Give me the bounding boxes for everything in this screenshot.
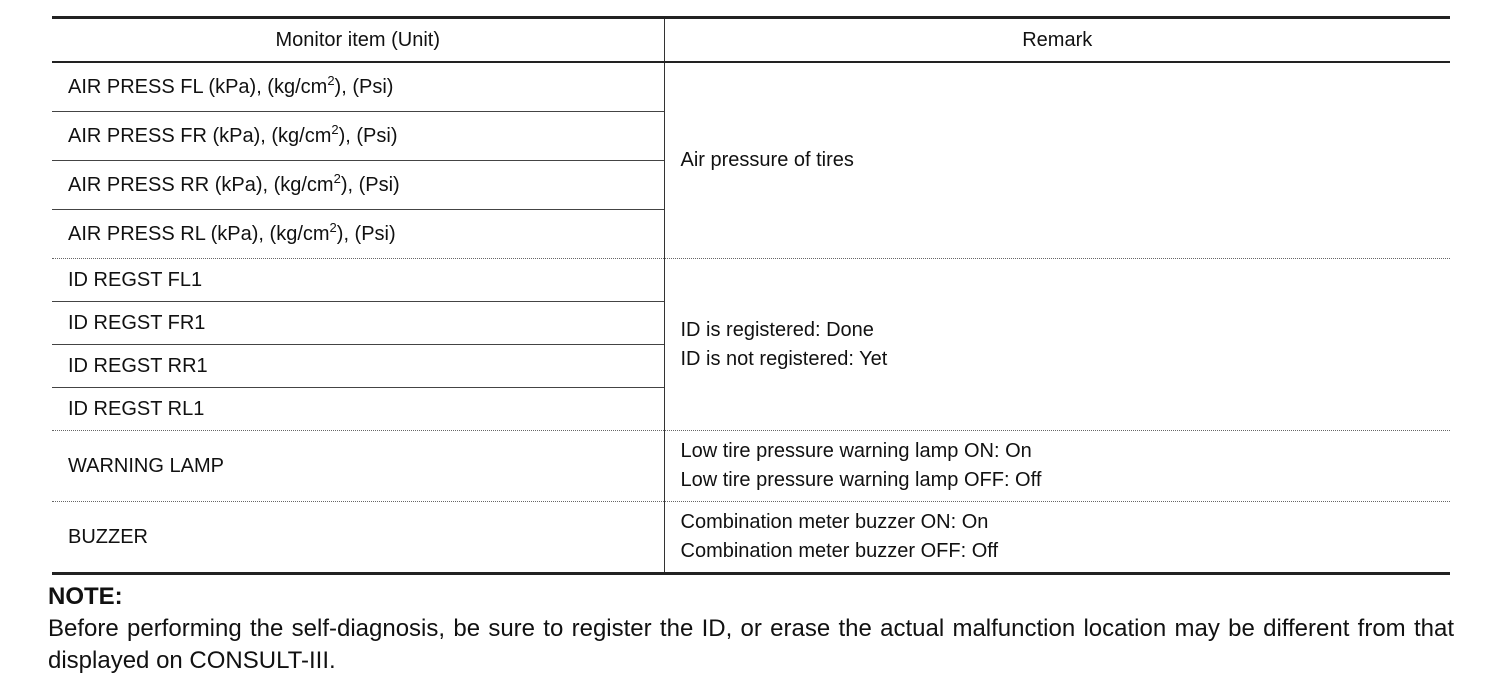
remark-warning-lamp (664, 431, 1450, 502)
header-monitor-item: Monitor item (Unit) (52, 18, 664, 63)
table-header-row (52, 18, 1450, 63)
remark-line: Low tire pressure warning lamp OFF: Off (680, 469, 1042, 491)
note-body: Before performing the self-diagnosis, be sure to register the ID, or erase the actual malfunction location may be different from that displayed on CONSULT-III. (48, 615, 1454, 674)
monitor-item-id-regst-fl1: ID REGST FL1 (52, 259, 664, 302)
monitor-item-buzzer: BUZZER (52, 502, 664, 574)
remark-buzzer (664, 502, 1450, 574)
monitor-item-air-press-fl: AIR PRESS FL (kPa), $(kg/cm^2)$, (Psi) (52, 62, 664, 112)
table-row (52, 431, 1450, 502)
monitor-item-table (52, 16, 1450, 575)
table-row (52, 62, 1450, 112)
monitor-item-air-press-rl: AIR PRESS RL (kPa), $(kg/cm^2)$, (Psi) (52, 210, 664, 259)
monitor-item-air-press-fr: AIR PRESS FR (kPa), $(kg/cm^2)$, (Psi) (52, 112, 664, 161)
monitor-item-id-regst-rr1: ID REGST RR1 (52, 345, 664, 388)
remark-line: Low tire pressure warning lamp ON: On (680, 440, 1032, 462)
remark-id-registration (664, 259, 1450, 431)
header-remark: Remark (664, 18, 1450, 63)
remark-line: ID is registered: Done (680, 318, 874, 341)
remark-line: ID is not registered: Yet (680, 347, 888, 370)
monitor-item-id-regst-fr1: ID REGST FR1 (52, 302, 664, 345)
remark-line: Combination meter buzzer ON: On (680, 511, 989, 533)
remark-line: Combination meter buzzer OFF: Off (680, 540, 999, 562)
table-row (52, 259, 1450, 302)
table-row (52, 502, 1450, 574)
monitor-item-warning-lamp: WARNING LAMP (52, 431, 664, 502)
monitor-item-air-press-rr: AIR PRESS RR (kPa), $(kg/cm^2)$, (Psi) (52, 161, 664, 210)
note-heading: NOTE: (48, 583, 123, 610)
remark-air-pressure: Air pressure of tires (664, 62, 1450, 259)
document (48, 16, 1454, 677)
monitor-item-id-regst-rl1: ID REGST RL1 (52, 388, 664, 431)
